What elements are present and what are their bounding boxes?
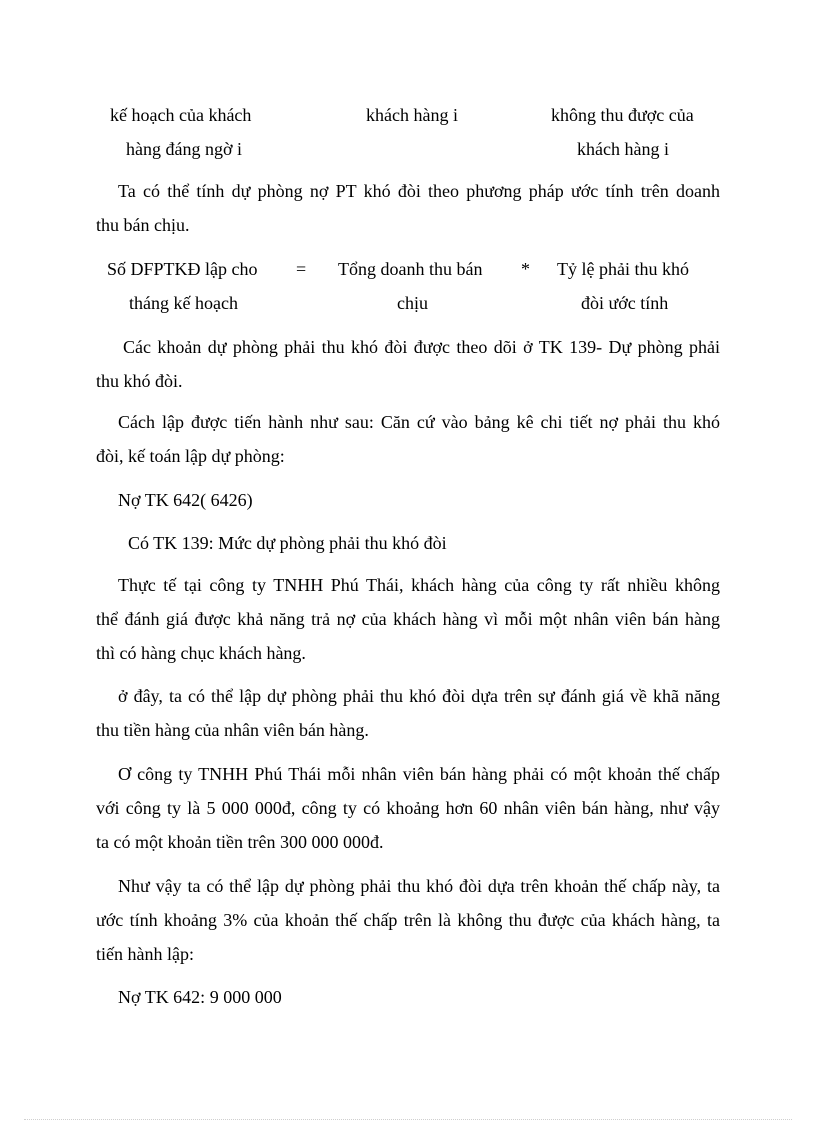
page-bottom-divider xyxy=(24,1119,792,1120)
formula1-col1-line2: hàng đáng ngờ i xyxy=(126,139,242,159)
para4-line2: thể đánh giá được khả năng trả nợ của khách hàng vì mỗi một nhân viên bán hàng xyxy=(96,609,720,629)
para6-line2: với công ty là 5 000 000đ, công ty có khoảng hơn 60 nhân viên bán hàng, như vậy xyxy=(96,798,720,818)
entry-debit-642: Nợ TK 642( 6426) xyxy=(118,490,253,510)
para7-line1: Như vậy ta có thể lập dự phòng phải thu khó đòi dựa trên khoản thế chấp này, ta xyxy=(118,876,720,896)
para7-line2: ước tính khoảng 3% của khoản thế chấp trên là không thu được của khách hàng, ta xyxy=(96,910,720,930)
para2-line2: thu khó đòi. xyxy=(96,371,183,391)
formula2-col1-line1: Số DFPTKĐ lập cho xyxy=(107,259,258,279)
formula1-col3-line2: khách hàng i xyxy=(577,139,669,159)
formula2-col2-line1: Tổng doanh thu bán xyxy=(338,259,483,279)
formula2-equals: = xyxy=(296,259,307,279)
formula2-col3-line1: Tỷ lệ phải thu khó xyxy=(557,259,689,279)
para6-line3: ta có một khoản tiền trên 300 000 000đ. xyxy=(96,832,384,852)
entry-credit-139: Có TK 139: Mức dự phòng phải thu khó đòi xyxy=(128,533,447,553)
para2-line1: Các khoản dự phòng phải thu khó đòi được theo dõi ở TK 139- Dự phòng phải xyxy=(123,337,720,357)
formula2-col1-line2: tháng kế hoạch xyxy=(129,293,238,313)
para5-line2: thu tiền hàng của nhân viên bán hàng. xyxy=(96,720,369,740)
formula1-col2-line1: khách hàng i xyxy=(366,105,458,125)
para4-line3: thì có hàng chục khách hàng. xyxy=(96,643,306,663)
para4-line1: Thực tế tại công ty TNHH Phú Thái, khách hàng của công ty rất nhiều không xyxy=(118,575,720,595)
entry-debit-642-amount: Nợ TK 642: 9 000 000 xyxy=(118,987,282,1007)
para1-line1: Ta có thể tính dự phòng nợ PT khó đòi theo phương pháp ước tính trên doanh xyxy=(118,181,720,201)
para7-line3: tiến hành lập: xyxy=(96,944,194,964)
formula1-col1-line1: kế hoạch của khách xyxy=(110,105,252,125)
formula2-col3-line2: đòi ước tính xyxy=(581,293,669,313)
para1-line2: thu bán chịu. xyxy=(96,215,190,235)
para3-line1: Cách lập được tiến hành như sau: Căn cứ vào bảng kê chi tiết nợ phải thu khó xyxy=(118,412,720,432)
para3-line2: đòi, kế toán lập dự phòng: xyxy=(96,446,285,466)
formula1-col3-line1: không thu được của xyxy=(551,105,694,125)
para5-line1: ở đây, ta có thể lập dự phòng phải thu khó đòi dựa trên sự đánh giá về khã năng xyxy=(118,686,720,706)
formula2-col2-line2: chịu xyxy=(397,293,428,313)
para6-line1: Ơ công ty TNHH Phú Thái mỗi nhân viên bán hàng phải có một khoản thế chấp xyxy=(118,764,720,784)
formula2-multiply: * xyxy=(521,259,530,279)
